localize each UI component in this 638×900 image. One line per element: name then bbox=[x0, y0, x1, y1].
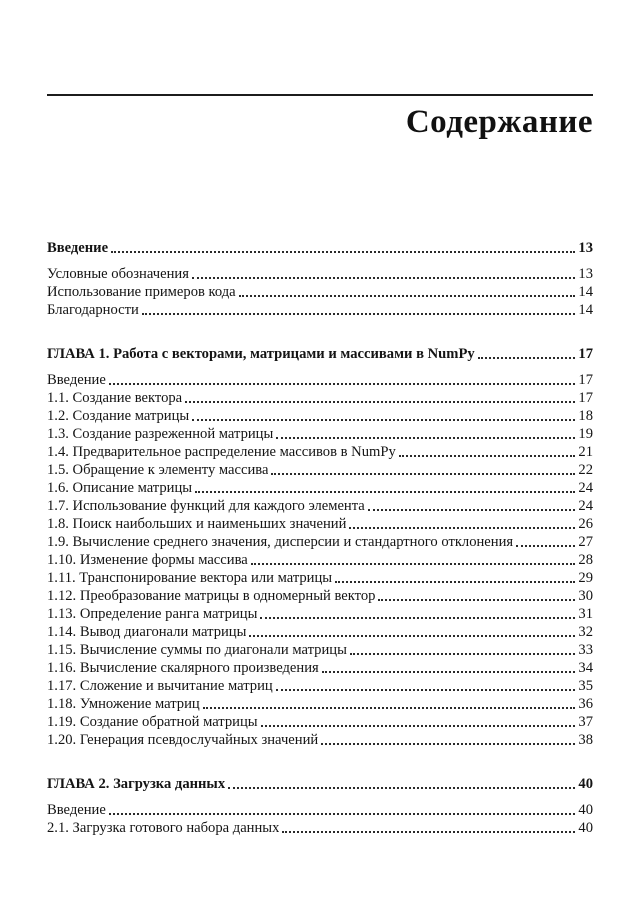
toc-row bbox=[47, 731, 593, 749]
toc-page-number: 29 bbox=[578, 570, 593, 586]
toc-page-number: 14 bbox=[578, 284, 593, 300]
toc-row bbox=[47, 479, 593, 497]
toc-page-number: 19 bbox=[578, 426, 593, 442]
toc-entry-label: 1.19. Создание обратной матрицы bbox=[47, 714, 258, 730]
toc-row bbox=[47, 801, 593, 819]
toc-row bbox=[47, 389, 593, 407]
toc-page-number: 31 bbox=[578, 606, 593, 622]
dot-leader bbox=[195, 491, 575, 493]
toc-row bbox=[47, 819, 593, 837]
dot-leader bbox=[192, 419, 575, 421]
toc-entry-label: ГЛАВА 1. Работа с векторами, матрицами и массивами в NumPy bbox=[47, 346, 475, 362]
toc-page-number: 17 bbox=[578, 390, 593, 406]
toc-page-number: 13 bbox=[578, 266, 593, 282]
dot-leader bbox=[368, 509, 576, 511]
dot-leader bbox=[282, 831, 575, 833]
title-rule bbox=[47, 94, 593, 96]
toc-row bbox=[47, 301, 593, 319]
toc-page-number: 32 bbox=[578, 624, 593, 640]
toc-page-number: 13 bbox=[578, 240, 593, 256]
toc-page-number: 21 bbox=[578, 444, 593, 460]
toc-row bbox=[47, 239, 593, 257]
dot-leader bbox=[249, 635, 575, 637]
toc-list bbox=[47, 239, 593, 837]
dot-leader bbox=[378, 599, 575, 601]
toc-row bbox=[47, 677, 593, 695]
dot-leader bbox=[109, 813, 576, 815]
dot-leader bbox=[271, 473, 575, 475]
toc-row bbox=[47, 443, 593, 461]
toc-entry-label: 1.7. Использование функций для каждого элемента bbox=[47, 498, 365, 514]
toc-entry-label: 1.3. Создание разреженной матрицы bbox=[47, 426, 274, 442]
toc-page-number: 36 bbox=[578, 696, 593, 712]
dot-leader bbox=[261, 725, 576, 727]
toc-page-number: 33 bbox=[578, 642, 593, 658]
toc-page-number: 30 bbox=[578, 588, 593, 604]
toc-entry-label: 1.14. Вывод диагонали матрицы bbox=[47, 624, 247, 640]
dot-leader bbox=[322, 671, 576, 673]
toc-row bbox=[47, 605, 593, 623]
toc-row bbox=[47, 283, 593, 301]
toc-page-number: 28 bbox=[578, 552, 593, 568]
toc-row bbox=[47, 345, 593, 363]
toc-row bbox=[47, 265, 593, 283]
toc-entry-label: 1.1. Создание вектора bbox=[47, 390, 183, 406]
toc-entry-label: 1.20. Генерация псевдослучайных значений bbox=[47, 732, 319, 748]
dot-leader bbox=[111, 251, 575, 253]
toc-entry-label: Введение bbox=[47, 240, 109, 256]
toc-row bbox=[47, 533, 593, 551]
toc-page-number: 17 bbox=[578, 372, 593, 388]
dot-leader bbox=[260, 617, 575, 619]
toc-entry-label: 1.9. Вычисление среднего значения, дисперсии и стандартного отклонения bbox=[47, 534, 514, 550]
toc-row bbox=[47, 695, 593, 713]
toc-entry-label: 1.10. Изменение формы массива bbox=[47, 552, 248, 568]
toc-entry-label: Условные обозначения bbox=[47, 266, 189, 282]
toc-entry-label: 2.1. Загрузка готового набора данных bbox=[47, 820, 280, 836]
toc-entry-label: 1.15. Вычисление суммы по диагонали матрицы bbox=[47, 642, 347, 658]
toc-row bbox=[47, 775, 593, 793]
toc-row bbox=[47, 551, 593, 569]
toc-row bbox=[47, 371, 593, 389]
dot-leader bbox=[185, 401, 575, 403]
toc-page-number: 17 bbox=[578, 346, 593, 362]
toc-row bbox=[47, 515, 593, 533]
toc-page-number: 40 bbox=[578, 820, 593, 836]
toc-row bbox=[47, 461, 593, 479]
dot-leader bbox=[239, 295, 576, 297]
toc-entry-label: Введение bbox=[47, 372, 106, 388]
toc-row bbox=[47, 407, 593, 425]
toc-row bbox=[47, 569, 593, 587]
toc-row bbox=[47, 587, 593, 605]
toc-row bbox=[47, 641, 593, 659]
dot-leader bbox=[335, 581, 575, 583]
dot-leader bbox=[109, 383, 576, 385]
toc-entry-label: ГЛАВА 2. Загрузка данных bbox=[47, 776, 226, 792]
dot-leader bbox=[349, 527, 575, 529]
toc-entry-label: 1.8. Поиск наибольших и наименьших значений bbox=[47, 516, 347, 532]
toc-page-number: 24 bbox=[578, 480, 593, 496]
toc-page-number: 40 bbox=[578, 776, 593, 792]
dot-leader bbox=[142, 313, 576, 315]
toc-entry-label: Введение bbox=[47, 802, 106, 818]
toc-entry-label: 1.18. Умножение матриц bbox=[47, 696, 200, 712]
toc-entry-label: 1.12. Преобразование матрицы в одномерный вектор bbox=[47, 588, 376, 604]
toc-page-number: 34 bbox=[578, 660, 593, 676]
toc-page-number: 37 bbox=[578, 714, 593, 730]
toc-page-number: 40 bbox=[578, 802, 593, 818]
dot-leader bbox=[321, 743, 575, 745]
toc-entry-label: Благодарности bbox=[47, 302, 139, 318]
dot-leader bbox=[276, 437, 575, 439]
dot-leader bbox=[228, 787, 575, 789]
dot-leader bbox=[276, 689, 576, 691]
toc-section bbox=[47, 775, 593, 837]
toc-page-number: 24 bbox=[578, 498, 593, 514]
toc-entry-label: 1.11. Транспонирование вектора или матрицы bbox=[47, 570, 333, 586]
toc-entry-label: 1.2. Создание матрицы bbox=[47, 408, 190, 424]
toc-page-number: 35 bbox=[578, 678, 593, 694]
dot-leader bbox=[251, 563, 576, 565]
toc-entry-label: 1.5. Обращение к элементу массива bbox=[47, 462, 269, 478]
toc-entry-label: 1.13. Определение ранга матрицы bbox=[47, 606, 258, 622]
toc-entry-label: 1.16. Вычисление скалярного произведения bbox=[47, 660, 319, 676]
toc-page-number: 26 bbox=[578, 516, 593, 532]
dot-leader bbox=[350, 653, 576, 655]
toc-section bbox=[47, 345, 593, 749]
toc-row bbox=[47, 659, 593, 677]
toc-row bbox=[47, 623, 593, 641]
dot-leader bbox=[516, 545, 575, 547]
toc-entry-label: 1.17. Сложение и вычитание матриц bbox=[47, 678, 273, 694]
toc-page-number: 38 bbox=[578, 732, 593, 748]
page-title: Содержание bbox=[405, 104, 593, 140]
toc-section bbox=[47, 239, 593, 319]
toc-row bbox=[47, 497, 593, 515]
toc-entry-label: 1.6. Описание матрицы bbox=[47, 480, 193, 496]
dot-leader bbox=[399, 455, 576, 457]
dot-leader bbox=[478, 357, 576, 359]
toc-entry-label: Использование примеров кода bbox=[47, 284, 236, 300]
toc-entry-label: 1.4. Предварительное распределение массивов в NumPy bbox=[47, 444, 396, 460]
toc-page-number: 27 bbox=[578, 534, 593, 550]
toc-page-number: 14 bbox=[578, 302, 593, 318]
dot-leader bbox=[203, 707, 576, 709]
toc-row bbox=[47, 425, 593, 443]
toc-row bbox=[47, 713, 593, 731]
toc-page-number: 22 bbox=[578, 462, 593, 478]
dot-leader bbox=[192, 277, 576, 279]
toc-page-number: 18 bbox=[578, 408, 593, 424]
